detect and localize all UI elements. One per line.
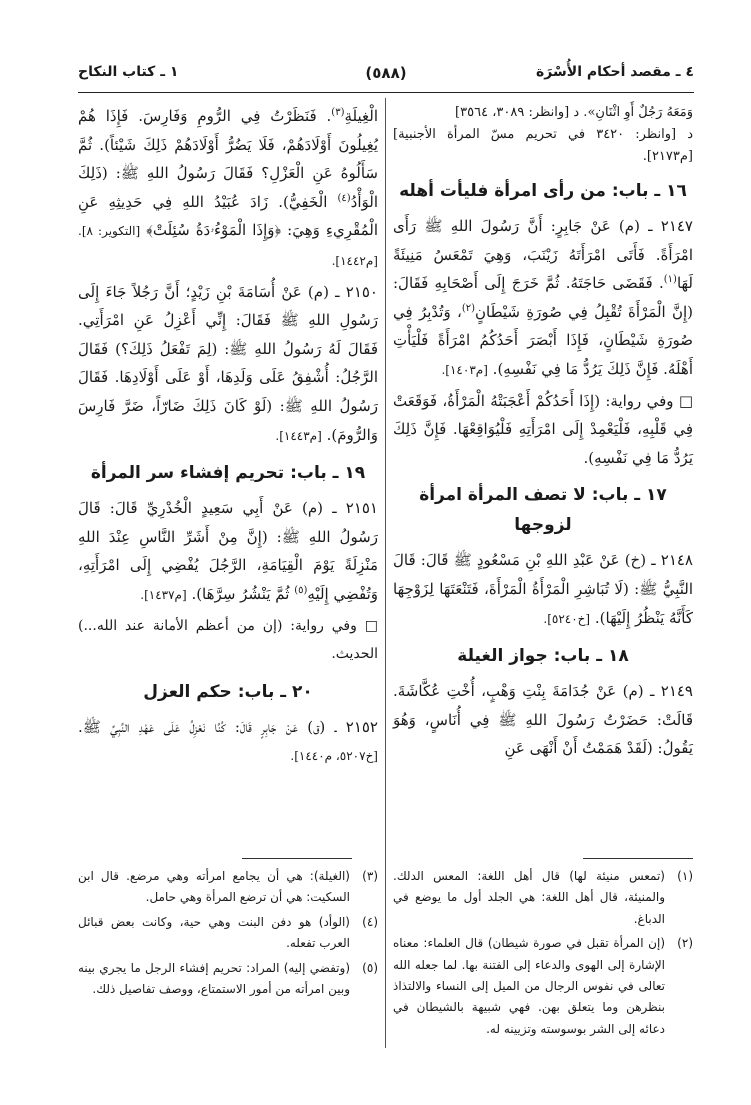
chapter-heading-18: ١٨ ـ باب: جواز الغيلة <box>457 646 629 667</box>
hadith-text: . فَقَضَى حَاجَتَهُ. ثُمَّ خَرَجَ إِلَى أَصْحَابِهِ فَقَالَ: (إِنَّ الْمَرْأَةَ تُقْبِلُ فِي صُورَةِ شَيْطَانٍ <box>393 274 694 321</box>
section-title: ٤ ـ مقصد أحكام الأُسْرَة <box>536 64 694 80</box>
continuation-line: د [وانظر: ٣٤٢٠ في تحريم مسّ المرأة الأجنبية][م٢١٧٣]. <box>393 127 693 164</box>
quran-reference: [التكوير: ٨]. <box>78 224 141 239</box>
chapter-heading-19: ١٩ ـ باب: تحريم إفشاء سر المرأة <box>90 463 366 484</box>
footnote <box>78 912 378 955</box>
footnote <box>393 933 693 1040</box>
left-column <box>78 102 378 771</box>
hadith-reference: [م١٤٤٢]. <box>331 253 378 268</box>
footnote-text: (وتفضي إليه) المراد: تحريم إفشاء الرجل ما يجري بينه وبين امرأته من أمور الاستمتاع، ووصف تفاصيل ذلك. <box>78 960 350 997</box>
footnote-text: (إن المرأة تقبل في صورة شيطان) قال العلماء: معناه الإشارة إلى الهوى والدعاء إلى الفتنة بها. لما جعله الله تعالى في نفوس الرجال من الميل إلى النساء والالتذاذ بنظرهن وما يتعلق بهن. فهي شبيهة بالشيطان في دعائه إلى الشر بوسوسته وتزيينه له. <box>393 936 665 1036</box>
continuation-line: وَمَعَهُ رَجُلٌ أَوِ اثْنَانِ». د [وانظر: ٣٠٨٩، ٣٥٦٤] <box>455 105 693 120</box>
chapter-heading-17: ١٧ ـ باب: لا تصف المرأة امرأة لزوجها <box>419 485 667 536</box>
chapter-heading-20: ٢٠ ـ باب: حكم العزل <box>143 681 313 702</box>
footnote-number: (٥) <box>362 960 378 975</box>
footnote-text: (تمعس منيئة لها) قال أهل اللغة: المعس الدلك. والمنيئة، قال أهل اللغة: هي الجلد أول ما يوضع في الدباغ. <box>393 869 665 926</box>
continuation-block <box>393 102 693 168</box>
footnote-text: (الوأد) هو دفن البنت وهي حية، وكانت بعض قبائل العرب تفعله. <box>78 914 350 951</box>
hadith-text: الْخَفِيُّ). زَادَ عُبَيْدُ اللهِ فِي حَدِيثِهِ عَنِ الْمُقْرِيءِ وَهِيَ: ﴿وَإِذَا الْمَوْءُۥدَةُ سُئِلَتْ﴾ <box>78 192 378 240</box>
hadith-2152 <box>78 713 378 771</box>
hadith-2147 <box>393 212 693 385</box>
footnote <box>393 866 693 930</box>
footnote-divider <box>583 858 693 859</box>
footnote-marker: (٤) <box>337 192 351 204</box>
hadith-2151 <box>78 494 378 609</box>
footnote-divider <box>242 858 352 859</box>
hadith-reference: [م١٤٠٣]. <box>441 362 488 377</box>
chapter-heading-16: ١٦ ـ باب: من رأى امرأة فليأت أهله <box>399 181 687 201</box>
page-number: (٥٨٨) <box>365 64 407 82</box>
hadith-reference: [خ٥٢٤٠]. <box>543 611 591 626</box>
hadith-text: الْغِيلَةِ <box>344 107 378 125</box>
footnote-number: (٤) <box>362 914 378 929</box>
hadith-2150 <box>78 278 378 451</box>
hadith-text: . فَنَظَرْتُ فِي الرُّومِ وَفَارِسَ. فَإِذَا هُمْ يُغِيلُونَ أَوْلَادَهُمْ، فَلَا يَضُرُّ أَوْلَادَهُمْ ذَلِكَ شَيْئاً). ثُمَّ سَأَلُوهُ عَنِ الْعَزْلِ؟ فَقَالَ رَسُولُ اللهِ ﷺ: (ذَلِكَ الْوَأْدُ <box>78 107 378 211</box>
right-column <box>393 102 693 763</box>
column-divider <box>385 98 386 1048</box>
hadith-2149-continuation <box>78 102 378 276</box>
hadith-text: ٢١٥٠ ـ (م) عَنْ أُسَامَةَ بْنِ زَيْدٍ؛ أَنَّ رَجُلاً جَاءَ إِلَى رَسُولِ اللهِ ﷺ فَقَالَ: إِنِّي أَعْزِلُ عَنِ امْرَأَتِي. فَقَالَ لَهُ رَسُولُ اللهِ ﷺ: (لِمَ تَفْعَلُ ذَلِكَ؟) فَقَالَ الرَّجُلُ: أُشْفِقُ عَلَى وَلَدِهَا، أَوْ عَلَى أَوْلَادِهَا. فَقَالَ رَسُولُ اللهِ ﷺ: (لَوْ كَانَ ذَلِكَ ضَارّاً، ضَرَّ فَارِسَ وَالرُّومَ). <box>78 282 378 444</box>
footnote-marker: (٣) <box>331 107 345 118</box>
header-divider <box>78 92 694 93</box>
hadith-reference: [م١٤٤٣]. <box>275 428 322 443</box>
footnote-marker: (٢) <box>461 302 475 314</box>
hadith-text: ٢١٤٧ ـ (م) عَنْ جَابِرٍ: أَنَّ رَسُولَ اللهِ ﷺ رَأَى امْرَأَةً. فَأَتَى امْرَأَتَهُ زَيْنَبَ، وَهِيَ تَمْعَسُ مَنِيئَةً لَهَا <box>393 217 693 293</box>
variant-narration: □ وفي رواية: (إن من أعظم الأمانة عند الله...) الحديث. <box>78 617 378 663</box>
footnotes-right <box>393 866 693 1043</box>
hadith-text: ٢١٤٨ ـ (خ) عَنْ عَبْدِ اللهِ بْنِ مَسْعُودٍ ﷺ قَالَ: قَالَ النَّبِيُّ ﷺ: (لَا تُبَاشِرِ الْمَرْأَةُ الْمَرْأَةَ، فَتَنْعَتَهَا لِزَوْجِهَا كَأَنَّهُ يَنْظُرُ إِلَيْهَا). <box>393 551 693 627</box>
footnote-marker: (١) <box>663 274 677 286</box>
footnotes-left <box>78 866 378 1003</box>
hadith-text: ثُمَّ يَنْشُرُ سِرَّهَا). <box>191 584 295 603</box>
footnote <box>78 958 378 1001</box>
footnote-number: (٢) <box>677 936 693 951</box>
footnote-text: (الغيلة): هي أن يجامع امرأته وهي مرضع. قال ابن السكيت: هي أن ترضع المرأة وهي حامل. <box>78 869 350 905</box>
variant-narration: □ وفي رواية: (إِذَا أَحَدُكُمْ أَعْجَبَتْهُ الْمَرْأَةُ، فَوَقَعَتْ فِي قَلْبِهِ، فَلْيَعْمِدْ إِلَى امْرَأَتِهِ فَلْيُوَاقِعْهَا. فَإِنَّ ذَلِكَ يَرُدُّ مَا فِي نَفْسِهِ). <box>393 391 693 467</box>
footnote-number: (٣) <box>362 869 378 883</box>
hadith-2149: ٢١٤٩ ـ (م) عَنْ جُدَامَةَ بِنْتِ وَهْبٍ، أُخْتِ عُكَّاشَةَ. قَالَتْ: حَضَرْتُ رَسُولَ اللهِ ﷺ فِي أُنَاسٍ، وَهُوَ يَقُولُ: (لَقَدْ هَمَمْتُ أَنْ أَنْهَى عَنِ <box>393 682 693 758</box>
hadith-reference: [م١٤٣٧]. <box>140 587 187 602</box>
hadith-2148 <box>393 546 693 633</box>
book-title: ١ ـ كتاب النكاح <box>78 64 179 80</box>
footnote-number: (١) <box>677 869 693 883</box>
footnote-marker: (٥) <box>294 584 308 596</box>
hadith-text: ٢١٥٢ ـ (ق) عَنْ جَابِرٍ قَالَ: كُنَّا نَعْزِلُ عَلَى عَهْدِ النَّبِيِّ ﷺ. <box>78 717 378 736</box>
running-head <box>78 64 694 88</box>
hadith-reference: [خ٥٢٠٧، م١٤٤٠]. <box>290 749 378 764</box>
footnote <box>78 866 378 909</box>
hadith-text: ، وَتُدْبِرُ فِي صُورَةِ شَيْطَانٍ، فَإِذَا أَبْصَرَ أَحَدُكُمُ امْرَأَةً فَلْيَأْتِ أَهْلَهُ. فَإِنَّ ذَلِكَ يَرُدُّ مَا فِي نَفْسِهِ). <box>393 302 693 378</box>
hadith-text: ٢١٥١ ـ (م) عَنْ أَبِي سَعِيدٍ الْخُدْرِيِّ قَالَ: قَالَ رَسُولُ اللهِ ﷺ: (إِنَّ مِنْ أَشَرِّ النَّاسِ عِنْدَ اللهِ مَنْزِلَةً يَوْمَ الْقِيَامَةِ، الرَّجُلَ يُفْضِي إِلَى امْرَأَتِهِ، وَتُفْضِي إِلَيْهِ <box>78 499 378 603</box>
